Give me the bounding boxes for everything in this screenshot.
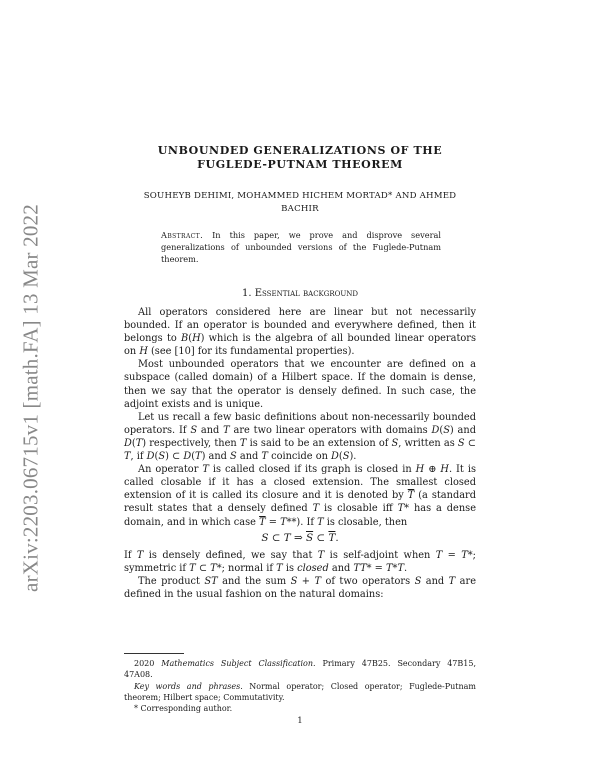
footnote-divider bbox=[124, 653, 184, 654]
paragraph-6: The product ST and the sum S + T of two operators S and T are defined in the usual fashion on the natural domains: bbox=[124, 575, 476, 600]
paragraph-1: All operators considered here are linear but not necessarily bounded. If an operator is bounded and everywhere defined, then it belongs to B(H) which is the algebra of all bounded linear operators on H (see [10] for its fundamental properties). bbox=[124, 307, 476, 358]
display-equation: S ⊂ T ⇒ $\overline{S}$ ⊂ $\overline{T}$. bbox=[261, 531, 339, 544]
footnotes bbox=[124, 658, 476, 714]
page-number: 1 bbox=[297, 716, 303, 726]
section-heading bbox=[124, 288, 476, 299]
section-number: 1. bbox=[241, 288, 252, 299]
arxiv-id-text: arXiv:2203.06715v1 [math.FA] 13 Mar 2022 bbox=[18, 204, 43, 592]
authors-line-2: BACHIR bbox=[281, 204, 319, 214]
abstract bbox=[161, 229, 441, 265]
title-line-1: UNBOUNDED GENERALIZATIONS OF THE bbox=[157, 144, 443, 157]
paper-title bbox=[124, 144, 476, 172]
arxiv-identifier-stamp bbox=[14, 168, 48, 628]
section-body bbox=[124, 306, 476, 601]
paragraph-3: Let us recall a few basic definitions about non-necessarily bounded operators. If S and T are two linear operators with domains D(S) and D(T) respectively, then T is said to be an extension of S, written as S ⊂ T, if D(S) ⊂ D(T) and S and T coincide on D(S). bbox=[124, 411, 477, 463]
section-title: Essential background bbox=[254, 288, 359, 299]
title-line-2: FUGLEDE-PUTNAM THEOREM bbox=[197, 158, 403, 171]
abstract-text: In this paper, we prove and disprove several generalizations of unbounded versions of the Fuglede-Putnam theorem. bbox=[161, 230, 441, 264]
author-list bbox=[124, 190, 476, 216]
paragraph-4: An operator T is called closed if its graph is closed in H ⊕ H. It is called closable if it has a closed extension. The smallest closed extension of it is called its closure and it is denoted by $\overline{T}$ (a standard result states that a densely defined T is closable iff T* has a dense domain, and in which case $\overline{T} = T**$). If T is closable, then bbox=[124, 464, 477, 528]
paragraph-2: Most unbounded operators that we encounter are defined on a subspace (called domain) of a Hilbert space. If the domain is dense, then we say that the operator is densely defined. In such case, the adjoint exists and is unique. bbox=[124, 359, 476, 410]
authors-line-1: SOUHEYB DEHIMI, MOHAMMED HICHEM MORTAD* AND AHMED bbox=[143, 191, 457, 201]
abstract-label: Abstract. bbox=[161, 230, 204, 240]
footnote-keywords: Key words and phrases. Normal operator; Closed operator; Fuglede-Putnam theorem; Hilbert space; Commutativity. bbox=[124, 681, 476, 702]
footnote-corresponding-author: * Corresponding author. bbox=[134, 704, 233, 714]
paragraph-5: If T is densely defined, we say that T is self-adjoint when T = T*; symmetric if T ⊂ T*; normal if T is closed and TT* = T*T. bbox=[124, 549, 476, 574]
footnote-classification: 2020 Mathematics Subject Classification. Primary 47B25. Secondary 47B15, 47A08. bbox=[124, 659, 477, 680]
